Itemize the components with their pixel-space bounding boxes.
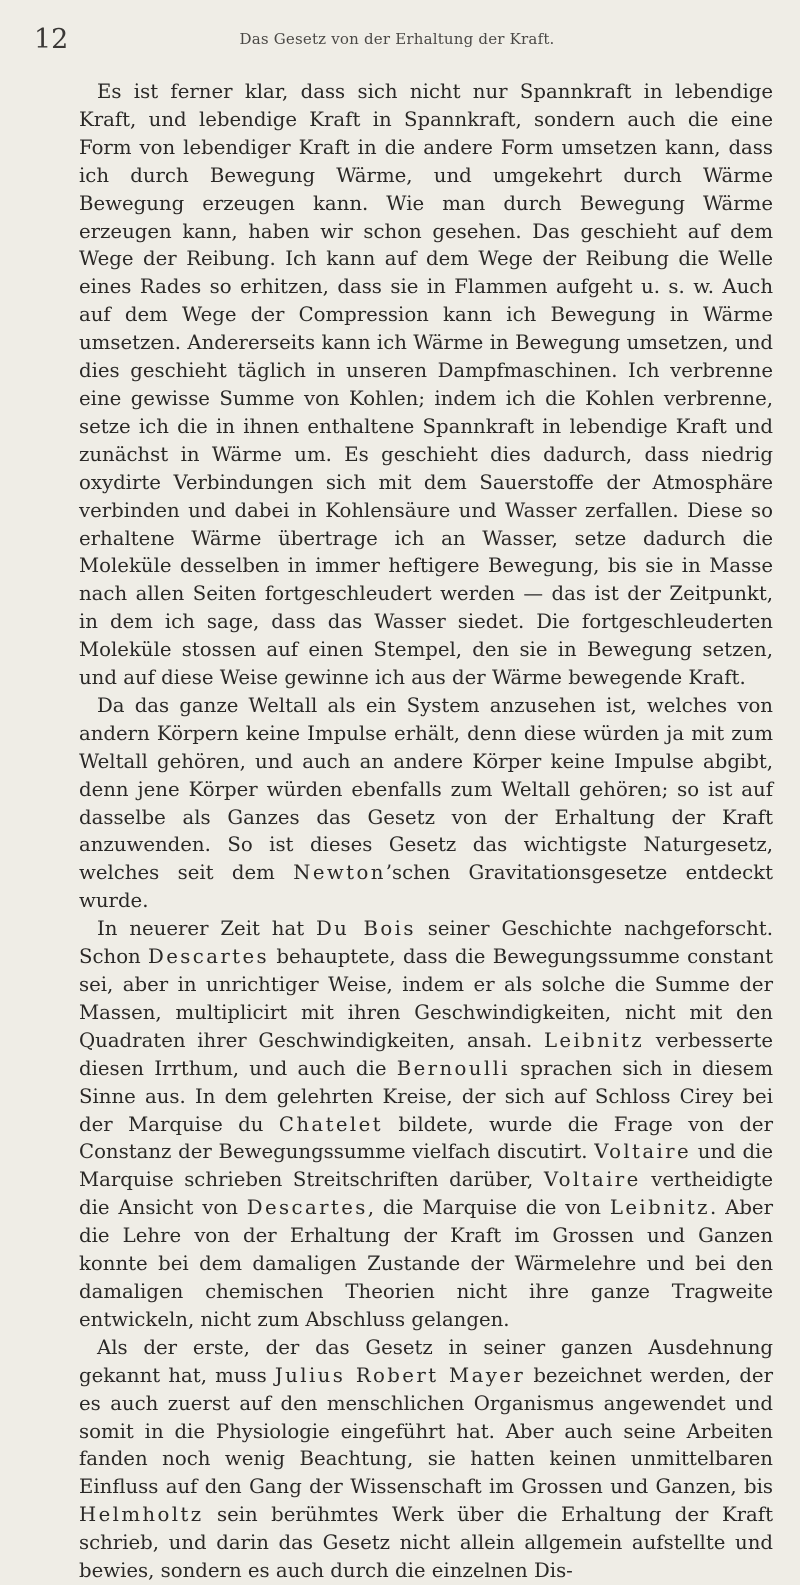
- text-run: Da das ganze Weltall als ein System anzusehen ist, welches von andern Körpern keine Impulse erhält, denn diese würden ja mit zum Weltall gehören, und auch an andere Körper keine Impulse abgibt, denn jene Körper würden ebenfalls zum Weltall gehören; so ist auf dasselbe als Ganzes das Gesetz von der Erhaltung der Kraft anzuwenden. So ist dieses Gesetz das wichtigste Naturgesetz, welches seit dem: [79, 693, 773, 885]
- spaced-name: Bernoulli: [396, 1056, 510, 1080]
- spaced-name: Du Bois: [316, 917, 416, 941]
- text-run: vertheidigte die Ansicht von: [79, 1168, 773, 1220]
- text-run: Es ist ferner klar, dass sich nicht nur Spannkraft in lebendige Kraft, und lebendige Kraft in Spannkraft, sondern auch die eine Form von lebendiger Kraft in die andere Form umsetzen kann, dass ich durch Bewegung Wärme, und umgekehrt durch Wärme Bewegung erzeugen kann. Wie man durch Bewegung Wärme erzeugen kann, haben wir schon gesehen. Das geschieht auf dem Wege der Reibung. Ich kann auf dem Wege der Reibung die Welle eines Rades so erhitzen, dass sie in Flammen aufgeht u. s. w. Auch auf dem Wege der Compression kann ich Bewegung in Wärme umsetzen. Andererseits kann ich Wärme in Bewegung umsetzen, und dies geschieht täglich in unseren Dampfmaschinen. Ich verbrenne eine gewisse Summe von Kohlen; indem ich die Kohlen verbrenne, setze ich die in ihnen enthaltene Spannkraft in lebendige Kraft und zunächst in Wärme um. Es geschieht dies dadurch, dass niedrig oxydirte Verbindungen sich mit dem Sauerstoffe der Atmosphäre verbinden und dabei in Kohlensäure und Wasser zerfallen. Diese so erhaltene Wärme übertrage ich an Wasser, setze dadurch die Moleküle desselben in immer heftigere Bewegung, bis sie in Masse nach allen Seiten fortgeschleudert werden — das ist der Zeitpunkt, in dem ich sage, dass das Wasser siedet. Die fortgeschleuderten Moleküle stossen auf einen Stempel, den sie in Bewegung setzen, und auf diese Weise gewinne ich aus der Wärme bewegende Kraft.: [79, 80, 773, 690]
- spaced-name: Descartes: [246, 1196, 368, 1220]
- spaced-name: Newton: [293, 861, 386, 885]
- page-header: [34, 20, 760, 60]
- text-run: In neuerer Zeit hat: [97, 917, 316, 941]
- spaced-name: Leibnitz: [543, 1028, 645, 1052]
- spaced-name: Julius Robert Mayer: [274, 1363, 526, 1387]
- text-run: , die Marquise die von: [367, 1196, 610, 1220]
- text-run: sein berühmtes Werk über die Erhaltung der Kraft schrieb, und darin das Gesetz nicht allein allgemein aufstellte und bewies, sondern es auch durch die einzelnen Dis-: [79, 1503, 773, 1583]
- spaced-name: Voltaire: [543, 1168, 641, 1192]
- text-run: sprachen sich in diesem Sinne aus. In dem gelehrten Kreise, der sich auf Schloss Cirey bei der Marquise du: [79, 1056, 773, 1136]
- paragraph: [79, 78, 773, 692]
- spaced-name: Descartes: [148, 945, 270, 969]
- paragraph: [79, 1334, 773, 1585]
- text-run: bildete, wurde die Frage von der Constanz der Bewegungssumme vielfach discutirt.: [79, 1112, 773, 1164]
- text-run: seiner Geschichte nachgeforscht. Schon: [79, 917, 773, 969]
- spaced-name: Chatelet: [278, 1112, 383, 1136]
- text-run: ’schen Gravitationsgesetze entdeckt wurde.: [79, 861, 773, 913]
- spaced-name: Helmholtz: [79, 1503, 204, 1527]
- body-text: [79, 78, 773, 1585]
- paragraph: [79, 915, 773, 1334]
- text-run: und die Marquise schrieben Streitschriften darüber,: [79, 1140, 773, 1192]
- text-run: . Aber die Lehre von der Erhaltung der Kraft im Grossen und Ganzen konnte bei dem damaligen Zustande der Wärmelehre und bei den damaligen chemischen Theorien nicht ihre ganze Tragweite entwickeln, nicht zum Abschluss gelangen.: [79, 1196, 773, 1331]
- text-run: behauptete, dass die Bewegungssumme constant sei, aber in unrichtiger Weise, indem er als solche die Summe der Massen, multiplicirt mit ihren Geschwindigkeiten, nicht mit den Quadraten ihrer Geschwindigkeiten, ansah.: [79, 945, 774, 1052]
- text-run: verbesserte diesen Irrthum, und auch die: [79, 1028, 774, 1080]
- running-title: Das Gesetz von der Erhaltung der Kraft.: [239, 30, 555, 48]
- spaced-name: Leibnitz: [609, 1196, 710, 1220]
- text-run: Als der erste, der das Gesetz in seiner ganzen Ausdehnung gekannt hat, muss: [79, 1335, 773, 1387]
- text-run: bezeichnet werden, der es auch zuerst auf den menschlichen Organismus angewendet und somit in die Physiologie eingeführt hat. Aber auch seine Arbeiten fanden noch wenig Beachtung, sie hatten keinen unmittelbaren Einfluss auf den Gang der Wissenschaft im Grossen und Ganzen, bis: [79, 1363, 773, 1499]
- page-number: 12: [34, 24, 69, 55]
- paragraph: [79, 692, 773, 915]
- spaced-name: Voltaire: [594, 1140, 692, 1164]
